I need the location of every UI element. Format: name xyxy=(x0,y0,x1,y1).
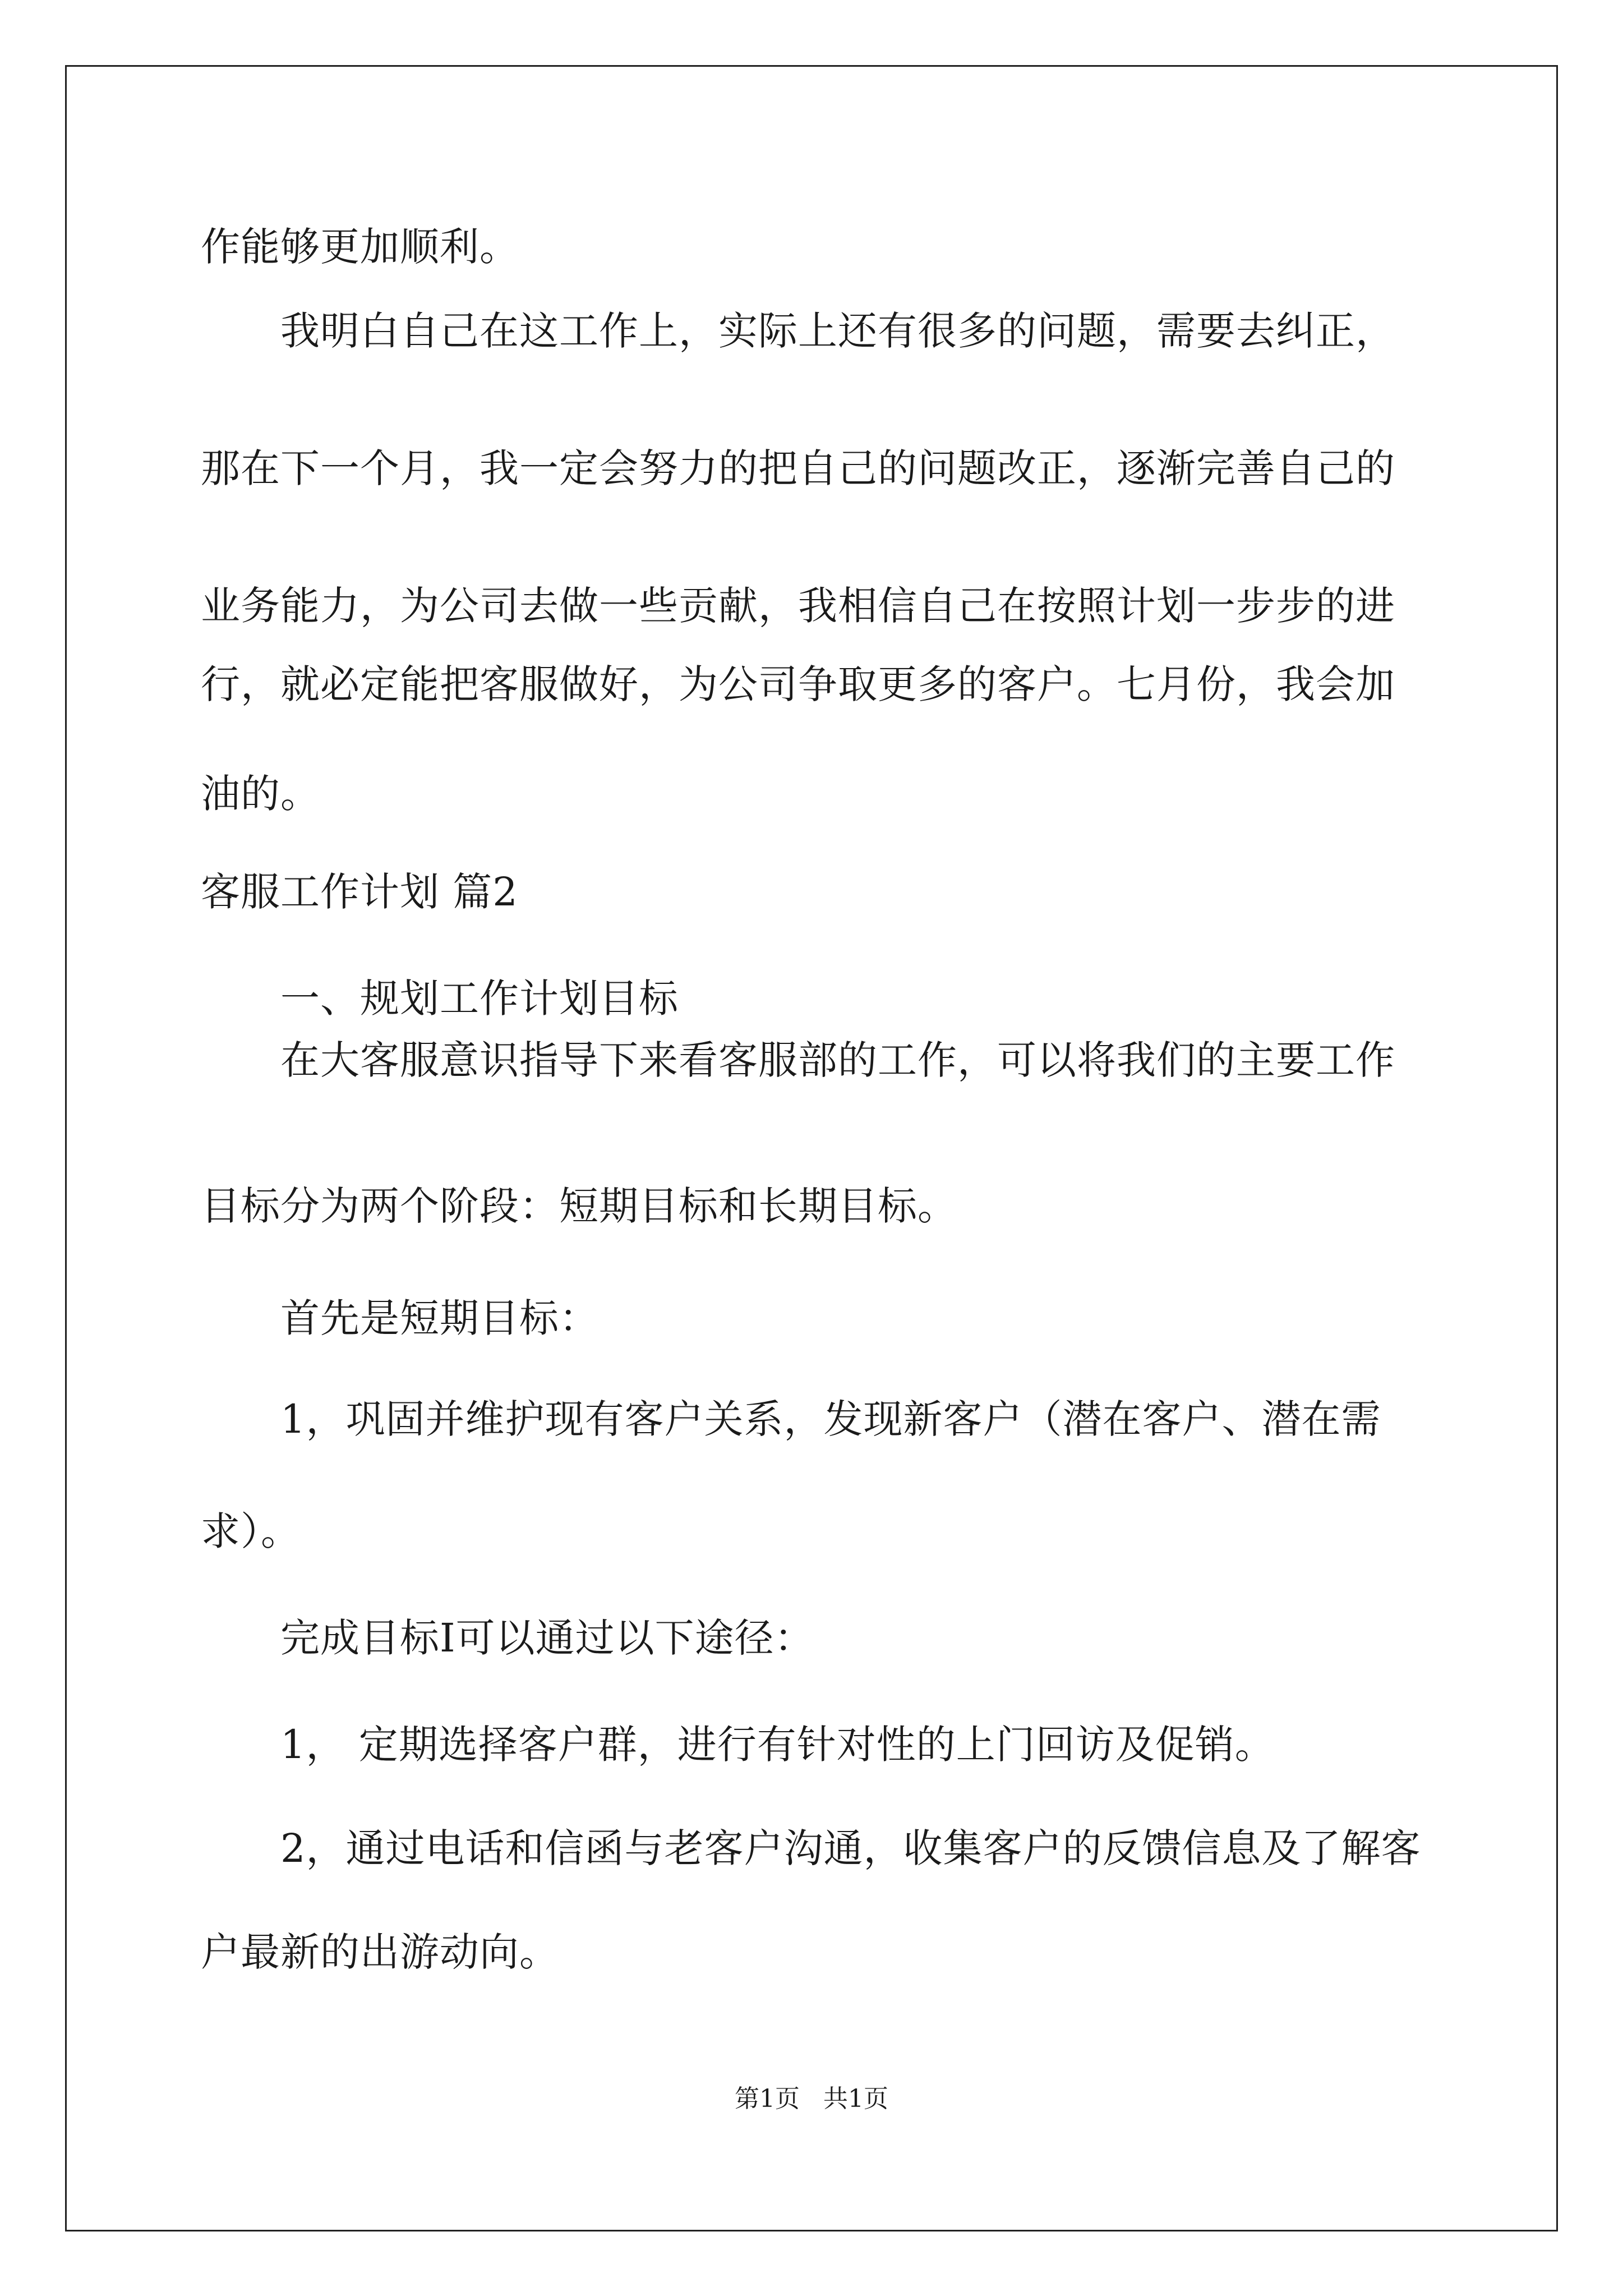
paragraph-line: 2，通过电话和信函与老客户沟通，收集客户的反馈信息及了解客 xyxy=(280,1825,1421,1871)
paragraph-line: 作能够更加顺利。 xyxy=(201,224,519,270)
section-heading: 客服工作计划 篇2 xyxy=(201,869,518,915)
paragraph-line: 1， 定期选择客户群，进行有针对性的上门回访及促销。 xyxy=(280,1722,1275,1768)
paragraph-line: 首先是短期目标： xyxy=(280,1295,599,1341)
paragraph-line: 油的。 xyxy=(201,771,320,817)
paragraph-line: 在大客服意识指导下来看客服部的工作，可以将我们的主要工作 xyxy=(280,1037,1395,1083)
paragraph-line: 行，就必定能把客服做好，为公司争取更多的客户。七月份，我会加 xyxy=(201,661,1395,707)
page-border xyxy=(65,65,1558,2231)
page-number-footer: 第1页 共1页 xyxy=(735,2085,888,2113)
paragraph-line: 一、规划工作计划目标 xyxy=(280,976,679,1022)
paragraph-line: 完成目标I可以通过以下途径： xyxy=(280,1615,814,1661)
paragraph-line: 业务能力，为公司去做一些贡献，我相信自己在按照计划一步步的进 xyxy=(201,583,1395,629)
paragraph-line: 那在下一个月，我一定会努力的把自己的问题改正，逐渐完善自己的 xyxy=(201,445,1395,491)
paragraph-line: 1，巩固并维护现有客户关系，发现新客户（潜在客户、潜在需 xyxy=(280,1396,1381,1442)
paragraph-line: 户最新的出游动向。 xyxy=(201,1929,559,1975)
paragraph-line: 目标分为两个阶段：短期目标和长期目标。 xyxy=(201,1183,957,1229)
paragraph-line: 求）。 xyxy=(201,1508,301,1554)
paragraph-line: 我明白自己在这工作上，实际上还有很多的问题，需要去纠正， xyxy=(280,308,1395,354)
